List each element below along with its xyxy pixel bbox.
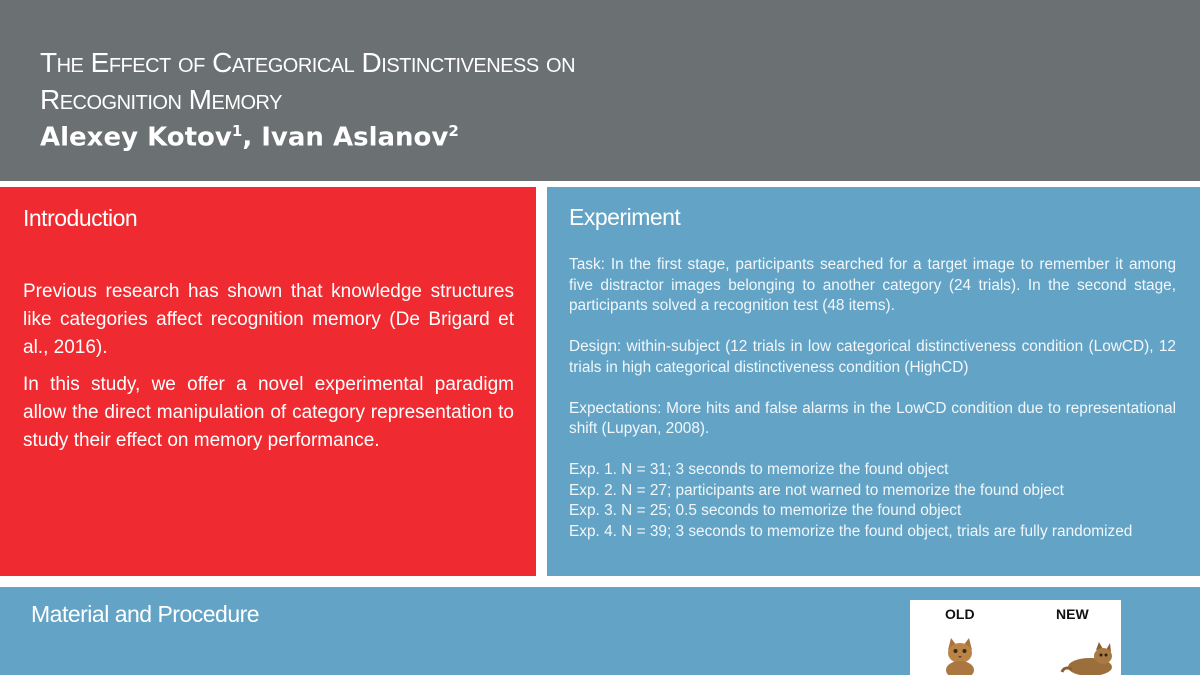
author-separator: , (242, 122, 262, 153)
poster-title (40, 44, 940, 118)
experiment-design: Design: within-subject (12 trials in low categorical distinctiveness condition (LowCD), 12 trials in high categorical distinctiveness condition (HighCD) (569, 338, 1176, 376)
experiment-item: Exp. 3. N = 25; 0.5 seconds to memorize the found object (569, 502, 962, 519)
new-label: NEW (1056, 606, 1089, 622)
author-2: Ivan Aslanov (261, 122, 449, 153)
cat-icon (940, 636, 980, 675)
author-1-affiliation: 1 (231, 122, 243, 140)
introduction-paragraph: In this study, we offer a novel experimental paradigm allow the direct manipulation of category representation to study their effect on memory performance. (23, 374, 514, 451)
experiment-item: Exp. 1. N = 31; 3 seconds to memorize the found object (569, 461, 949, 478)
old-label: OLD (945, 606, 975, 622)
experiment-body (569, 255, 1176, 542)
experiment-task: Task: In the first stage, participants searched for a target image to remember it among five distractor images belonging to another category (24 trials). In the second stage, participants solved a recognition test (48 items). (569, 256, 1176, 314)
author-1: Alexey Kotov (40, 122, 232, 153)
old-new-figure (910, 600, 1121, 675)
poster-header (0, 0, 1200, 181)
cat-icon (1056, 642, 1116, 675)
introduction-paragraph: Previous research has shown that knowledge structures like categories affect recognition memory (De Brigard et al., 2016). (23, 281, 514, 358)
introduction-body (23, 278, 514, 464)
experiment-heading: Experiment (569, 204, 681, 230)
experiment-expectations: Expectations: More hits and false alarms in the LowCD condition due to representational shift (Lupyan, 2008). (569, 399, 1176, 437)
experiment-item: Exp. 2. N = 27; participants are not warned to memorize the found object (569, 481, 1064, 499)
title-line-1: The Effect of Categorical Distinctiveness on (40, 47, 576, 78)
author-2-affiliation: 2 (448, 122, 459, 140)
material-heading: Material and Procedure (31, 601, 260, 627)
title-line-2: Recognition Memory (40, 84, 282, 115)
experiment-item: Exp. 4. N = 39; 3 seconds to memorize the found object, trials are fully randomized (569, 522, 1133, 540)
author-list (40, 122, 459, 153)
introduction-heading: Introduction (23, 205, 138, 231)
